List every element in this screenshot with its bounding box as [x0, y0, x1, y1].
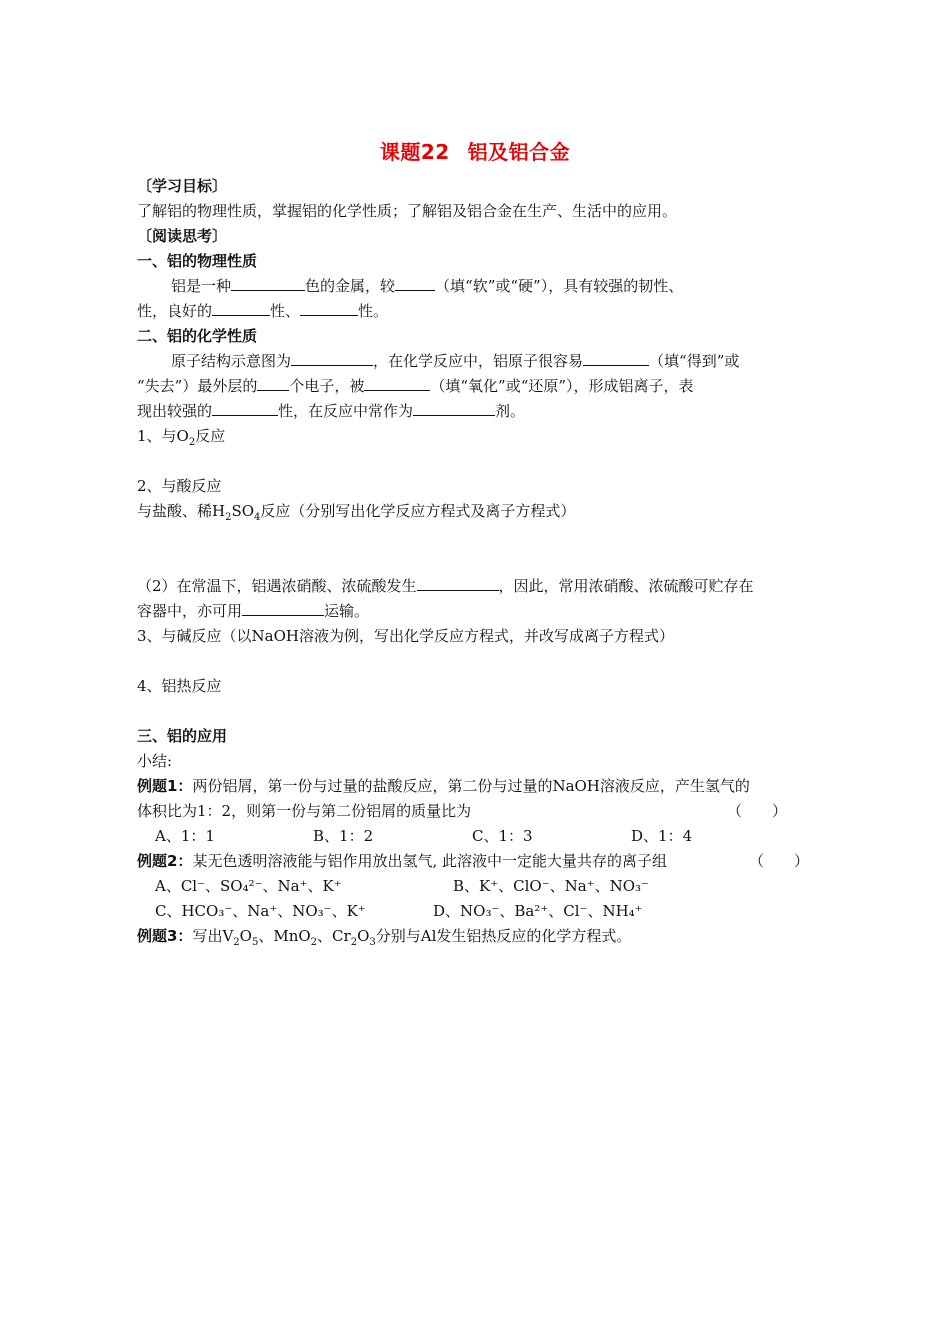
example1-option-b[interactable]: B、1：2: [313, 827, 374, 845]
example1-answer-paren: （ ）: [727, 802, 788, 820]
goal-heading: 〔学习目标〕: [137, 177, 228, 195]
blank-transport[interactable]: [242, 601, 324, 616]
blank-passivation[interactable]: [417, 576, 499, 591]
blank-hardness[interactable]: [395, 276, 435, 291]
section1-heading: 一、铝的物理性质: [137, 252, 258, 270]
reaction-thermite: 4、铝热反应: [137, 677, 222, 695]
example1-option-a[interactable]: A、1：1: [155, 827, 215, 845]
section2-line1: 原子结构示意图为 ，在化学反应中，铝原子很容易 （填“得到”或: [171, 352, 740, 370]
example1-line1: 例题1：两份铝屑，第一份与过量的盐酸反应，第二份与过量的NaOH溶液反应，产生氢气的: [137, 777, 750, 795]
reaction-o2: 1、与$O_2$反应: [137, 427, 226, 448]
summary-label: 小结:: [137, 752, 173, 770]
example2-options-row1: [155, 876, 775, 896]
example2-answer-paren: （ ）: [749, 852, 810, 870]
blank-property2[interactable]: [300, 301, 358, 316]
example2-line1: 例题2：某无色透明溶液能与铝作用放出氢气, 此溶液中一定能大量共存的离子组 （ ）: [137, 852, 810, 870]
section2-heading: 二、铝的化学性质: [137, 327, 258, 345]
goal-text: 了解铝的物理性质，掌握铝的化学性质；了解铝及铝合金在生产、生活中的应用。: [137, 202, 678, 220]
title-text: 铝及铝合金: [467, 140, 571, 164]
reaction-base: 3、与碱反应（以NaOH溶液为例，写出化学反应方程式，并改写成离子方程式）: [137, 627, 674, 645]
blank-electrons[interactable]: [257, 376, 289, 391]
example3-line: 例题3：写出$V_2O_5$、MnO$_2$、$Cr_2O_3$分别与Al发生铝热反应的化学方程式。: [137, 927, 632, 948]
blank-strong-property[interactable]: [212, 401, 278, 416]
example2-option-c[interactable]: C、HCO₃⁻、Na⁺、NO₃⁻、K⁺: [155, 902, 366, 920]
read-heading: 〔阅读思考〕: [137, 227, 228, 245]
passivation-line1: （2）在常温下，铝遇浓硝酸、浓硫酸发生 ，因此，常用浓硝酸、浓硫酸可贮存在: [137, 577, 754, 595]
example1-line2: 体积比为1：2，则第一份与第二份铝屑的质量比为 （ ）: [137, 802, 788, 820]
section1-line1: 铝是一种 色的金属，较 （填“软”或“硬”），具有较强的韧性、: [171, 277, 684, 295]
example2-options-row2: [155, 901, 775, 921]
example2-option-d[interactable]: D、NO₃⁻、Ba²⁺、Cl⁻、NH₄⁺: [433, 902, 643, 920]
blank-property1[interactable]: [212, 301, 270, 316]
section2-line3: 现出较强的 性，在反应中常作为 剂。: [137, 402, 526, 420]
page-title: [0, 136, 950, 165]
blank-agent[interactable]: [413, 401, 495, 416]
section2-line2: “失去”）最外层的 个电子，被 （填“氧化”或“还原”），形成铝离子，表: [137, 377, 694, 395]
blank-gain-lose[interactable]: [583, 351, 649, 366]
blank-redox[interactable]: [364, 376, 430, 391]
section1-line2: 性，良好的 性、 性。: [137, 302, 389, 320]
example2-option-b[interactable]: B、K⁺、ClO⁻、Na⁺、NO₃⁻: [453, 877, 649, 895]
passivation-line2: 容器中，亦可用 运输。: [137, 602, 370, 620]
reaction-acid: 2、与酸反应: [137, 477, 222, 495]
example2-option-a[interactable]: A、Cl⁻、SO₄²⁻、Na⁺、K⁺: [155, 877, 342, 895]
section3-heading: 三、铝的应用: [137, 727, 228, 745]
blank-structure[interactable]: [291, 351, 373, 366]
example1-option-d[interactable]: D、1：4: [631, 827, 693, 845]
example1-option-c[interactable]: C、1：3: [472, 827, 533, 845]
reaction-acid-instruction: 与盐酸、稀$H_2SO_4$反应（分别写出化学反应方程式及离子方程式）: [137, 502, 576, 523]
title-number: 课题22: [379, 140, 450, 164]
blank-color[interactable]: [231, 276, 305, 291]
example1-options: [155, 826, 755, 846]
